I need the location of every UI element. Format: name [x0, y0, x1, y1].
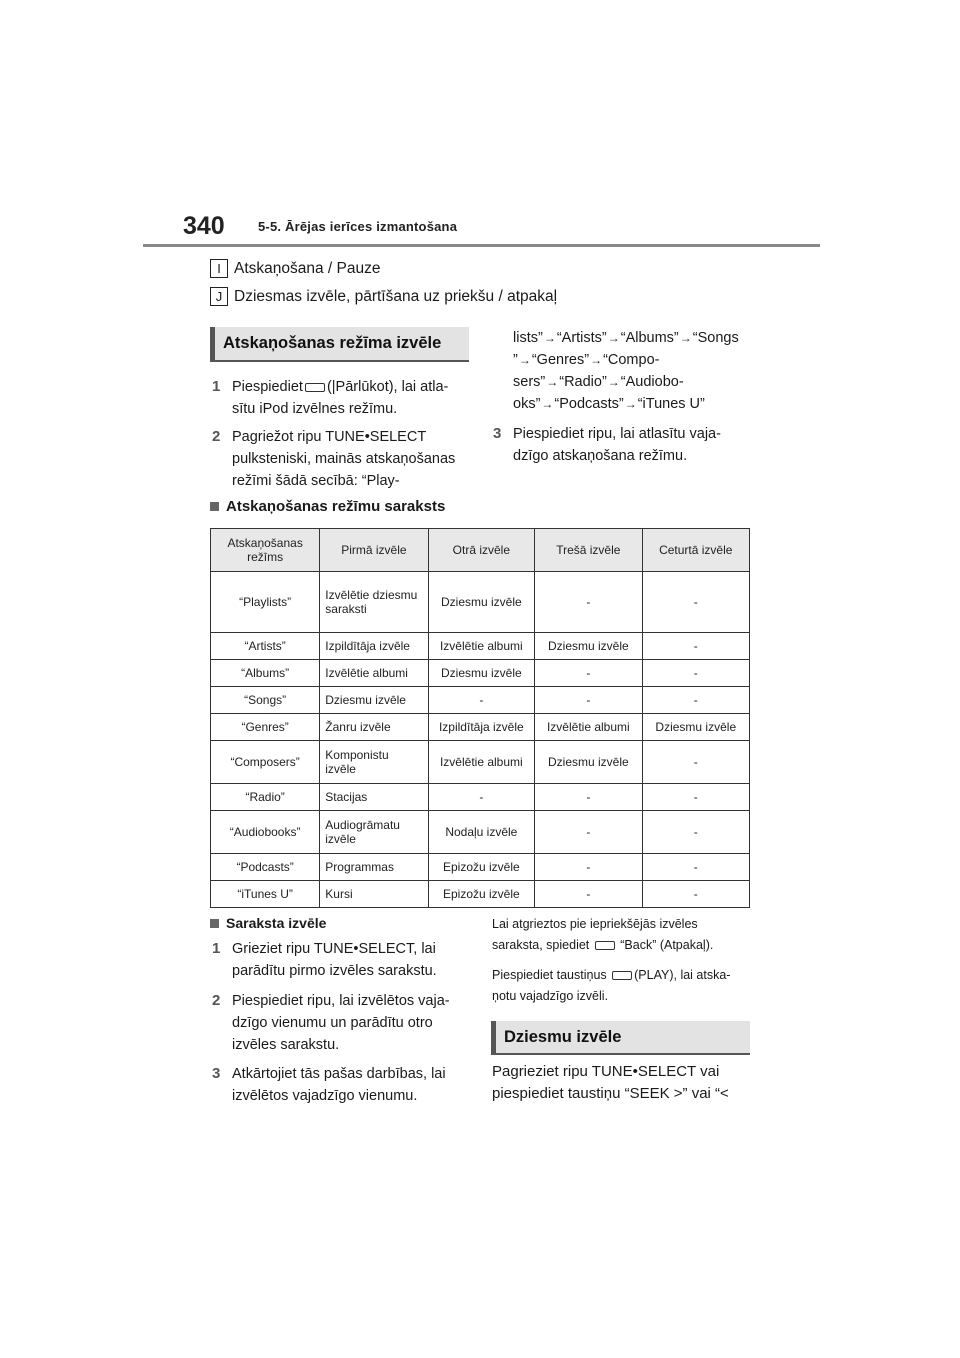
table-cell: Izpildītāja izvēle: [428, 714, 535, 741]
table-cell: -: [428, 784, 535, 811]
column-header: Pirmā izvēle: [320, 529, 428, 572]
callout-text: Dziesmas izvēle, pārtīšana uz priekšu / atpakaļ: [234, 287, 558, 305]
table-row: [211, 811, 750, 854]
bullet-square-icon: [210, 919, 219, 928]
table-cell: Izvēlētie albumi: [428, 741, 535, 784]
step-text: sītu iPod izvēlnes režīmu.: [232, 401, 398, 417]
callout-text: Atskaņošana / Pauze: [234, 259, 381, 277]
callout-j: [210, 287, 557, 306]
table-row: [211, 687, 750, 714]
subheading-text: Saraksta izvēle: [226, 915, 327, 931]
table-row: [211, 714, 750, 741]
table-cell: Izvēlētie albumi: [535, 714, 642, 741]
callout-i: [210, 259, 381, 278]
sequence-line: [513, 371, 763, 393]
sequence-item: “Genres”: [531, 352, 590, 368]
sequence-item: ”: [513, 352, 518, 368]
arrow-icon: →: [607, 375, 620, 389]
page-number: 340: [183, 212, 225, 240]
callout-letter: I: [210, 259, 228, 278]
step-number: 3: [212, 1065, 221, 1082]
column-header: Otrā izvēle: [428, 529, 535, 572]
column-header: Ceturtā izvēle: [642, 529, 749, 572]
list-step-1: [212, 938, 477, 982]
sequence-item: “Songs: [692, 330, 739, 346]
step-text: dzīgo vienumu un parādītu otro: [232, 1015, 433, 1031]
play-button-icon: [612, 971, 632, 980]
bullet-square-icon: [210, 502, 219, 511]
subheading-text: Atskaņošanas režīmu saraksts: [226, 498, 446, 515]
table-cell: “Genres”: [211, 714, 320, 741]
sequence-item: oks”: [513, 396, 541, 412]
table-cell: Izpildītāja izvēle: [320, 633, 428, 660]
table-cell: -: [535, 660, 642, 687]
table-cell: -: [642, 881, 749, 908]
table-cell: Programmas: [320, 854, 428, 881]
table-cell: Dziesmu izvēle: [535, 741, 642, 784]
step-number: 1: [212, 378, 221, 395]
step-text: parādītu pirmo izvēles sarakstu.: [232, 963, 437, 979]
step-text: (|Pārlūkot), lai atla-: [326, 379, 449, 395]
sequence-item: “Artists”: [556, 330, 607, 346]
mode-table: [210, 528, 750, 908]
table-cell: Audiogrāmatu izvēle: [320, 811, 428, 854]
arrow-icon: →: [518, 353, 531, 367]
mode-list-subheading: [210, 498, 445, 515]
list-step-3: [212, 1063, 477, 1107]
sequence-line: [513, 327, 763, 349]
step-text: pulksteniski, mainās atskaņošanas: [232, 451, 456, 467]
table-cell: Epizožu izvēle: [428, 881, 535, 908]
table-cell: Izvēlētie dziesmu saraksti: [320, 572, 428, 633]
arrow-icon: →: [543, 331, 556, 345]
table-cell: “Albums”: [211, 660, 320, 687]
sequence-line: [513, 393, 763, 415]
list-step-2: [212, 990, 477, 1056]
back-note: [492, 914, 752, 956]
sequence-item: “Albums”: [620, 330, 679, 346]
arrow-icon: →: [607, 331, 620, 345]
step-number: 3: [493, 425, 502, 442]
table-cell: Dziesmu izvēle: [642, 714, 749, 741]
step-text: Piespiediet ripu, lai atlasītu vaja-: [513, 426, 721, 442]
note-text: Lai atgrieztos pie iepriekšējās izvēles: [492, 917, 698, 931]
step-number: 2: [212, 428, 221, 445]
note-text: saraksta, spiediet: [492, 938, 590, 952]
table-cell: Žanru izvēle: [320, 714, 428, 741]
play-note: [492, 965, 752, 1007]
step-text: Grieziet ripu TUNE•SELECT, lai: [232, 941, 436, 957]
table-cell: Dziesmu izvēle: [535, 633, 642, 660]
table-cell: Komponistu izvēle: [320, 741, 428, 784]
step-number: 1: [212, 940, 221, 957]
table-row: [211, 633, 750, 660]
column-header: Trešā izvēle: [535, 529, 642, 572]
table-cell: “iTunes U”: [211, 881, 320, 908]
song-select-text: [492, 1061, 757, 1105]
step-text: Atkārtojiet tās pašas darbības, lai: [232, 1066, 446, 1082]
table-row: [211, 854, 750, 881]
mode-step-2: [212, 426, 472, 492]
sequence-line: [513, 349, 763, 371]
sequence-item: “Radio”: [559, 374, 607, 390]
table-cell: Kursi: [320, 881, 428, 908]
step-text: Piespiediet: [232, 379, 303, 395]
table-cell: -: [642, 784, 749, 811]
note-text: ņotu vajadzīgo izvēli.: [492, 989, 609, 1003]
mode-step-1: [212, 376, 472, 420]
table-cell: -: [428, 687, 535, 714]
table-cell: -: [642, 660, 749, 687]
table-cell: “Artists”: [211, 633, 320, 660]
sequence-item: “Audiobo-: [620, 374, 684, 390]
table-cell: -: [535, 811, 642, 854]
list-select-subheading: [210, 915, 326, 931]
callout-letter: J: [210, 287, 228, 306]
table-cell: Epizožu izvēle: [428, 854, 535, 881]
table-cell: -: [535, 784, 642, 811]
table-cell: Dziesmu izvēle: [428, 572, 535, 633]
arrow-icon: →: [541, 397, 554, 411]
table-cell: -: [535, 881, 642, 908]
sequence-item: “iTunes U”: [637, 396, 705, 412]
table-cell: -: [642, 811, 749, 854]
arrow-icon: →: [590, 353, 603, 367]
table-cell: -: [642, 687, 749, 714]
table-cell: -: [642, 854, 749, 881]
table-row: [211, 881, 750, 908]
mode-select-heading: Atskaņošanas režīma izvēle: [210, 327, 469, 362]
song-select-heading: Dziesmu izvēle: [491, 1021, 750, 1055]
table-cell: “Playlists”: [211, 572, 320, 633]
table-cell: -: [535, 687, 642, 714]
table-cell: “Audiobooks”: [211, 811, 320, 854]
table-body: [211, 572, 750, 908]
table-cell: Izvēlētie albumi: [320, 660, 428, 687]
table-cell: -: [535, 854, 642, 881]
column-header: Atskaņošanas režīms: [211, 529, 320, 572]
table-cell: “Radio”: [211, 784, 320, 811]
step-text: Piespiediet ripu, lai izvēlētos vaja-: [232, 993, 450, 1009]
sequence-item: “Compo-: [603, 352, 660, 368]
step-text: izvēlētos vajadzīgo vienumu.: [232, 1088, 418, 1104]
step-text: izvēles sarakstu.: [232, 1037, 340, 1053]
table-cell: Dziesmu izvēle: [320, 687, 428, 714]
note-text: Piespiediet taustiņus: [492, 968, 607, 982]
table-cell: Izvēlētie albumi: [428, 633, 535, 660]
table-row: [211, 784, 750, 811]
browse-button-icon: [305, 383, 325, 392]
body-text: piespiediet taustiņu “SEEK >” vai “<: [492, 1085, 729, 1102]
back-button-icon: [595, 941, 615, 950]
table-row: [211, 741, 750, 784]
step-number: 2: [212, 992, 221, 1009]
table-cell: -: [642, 633, 749, 660]
sequence-item: “Podcasts”: [554, 396, 624, 412]
sequence-item: sers”: [513, 374, 546, 390]
mode-sequence: [513, 327, 763, 415]
arrow-icon: →: [679, 331, 692, 345]
step-text: režīmi šādā secībā: “Play-: [232, 473, 400, 489]
arrow-icon: →: [546, 375, 559, 389]
table-row: [211, 572, 750, 633]
table-header-row: [211, 529, 750, 572]
table-row: [211, 660, 750, 687]
note-text: (PLAY), lai atska-: [634, 968, 731, 982]
section-title: 5-5. Ārējas ierīces izmantošana: [258, 219, 458, 234]
step-text: dzīgo atskaņošana režīmu.: [513, 448, 688, 464]
table-cell: Dziesmu izvēle: [428, 660, 535, 687]
mode-step-3: [493, 423, 763, 467]
step-text: Pagriežot ripu TUNE•SELECT: [232, 429, 427, 445]
table-cell: -: [535, 572, 642, 633]
table-cell: -: [642, 572, 749, 633]
arrow-icon: →: [624, 397, 637, 411]
body-text: Pagrieziet ripu TUNE•SELECT vai: [492, 1063, 720, 1080]
table-cell: “Composers”: [211, 741, 320, 784]
table-cell: “Songs”: [211, 687, 320, 714]
table-cell: Stacijas: [320, 784, 428, 811]
table-cell: -: [642, 741, 749, 784]
table-cell: “Podcasts”: [211, 854, 320, 881]
sequence-item: lists”: [513, 330, 543, 346]
header-divider: [143, 244, 820, 247]
note-text: “Back” (Atpakaļ).: [620, 938, 714, 952]
table-cell: Nodaļu izvēle: [428, 811, 535, 854]
